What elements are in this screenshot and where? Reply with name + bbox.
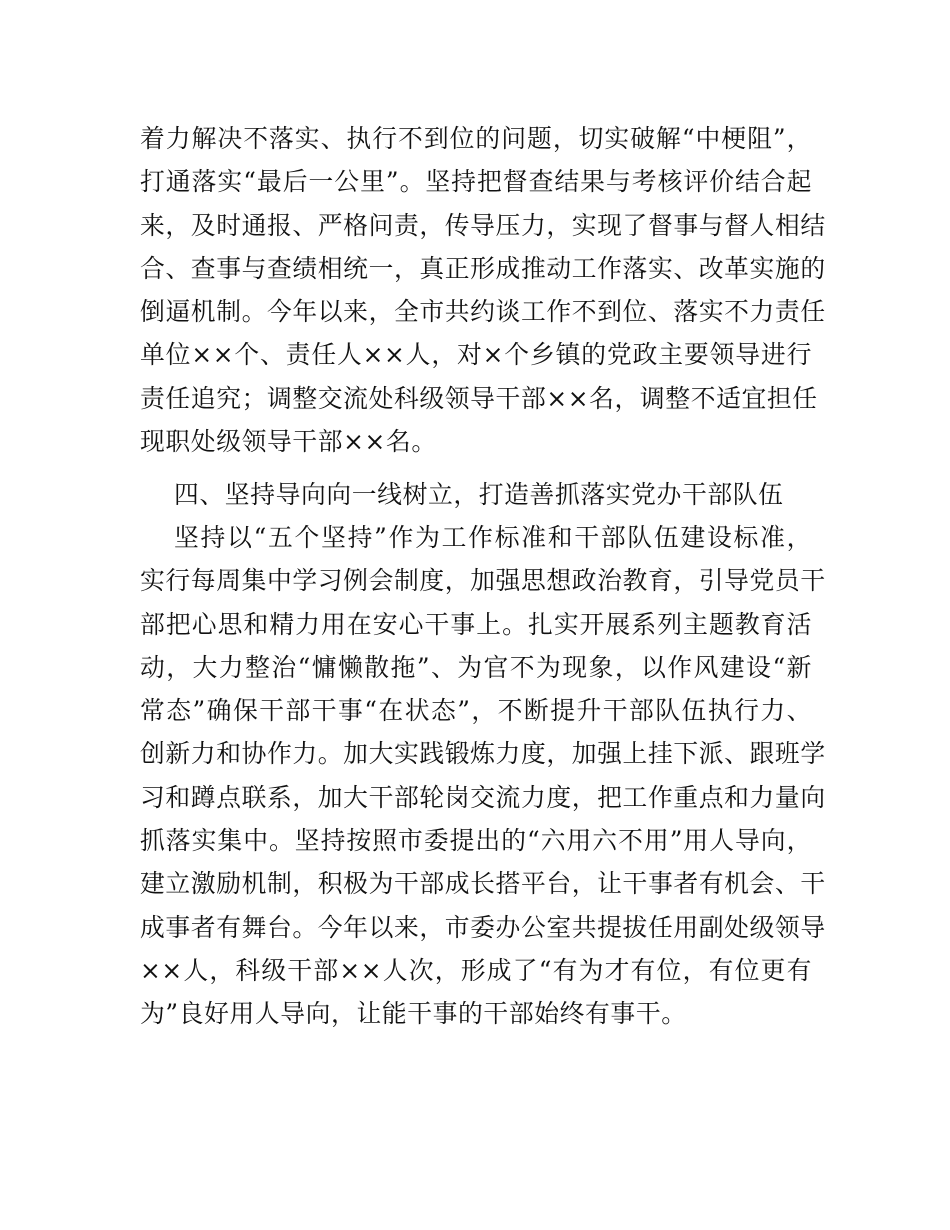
paragraph-line: 实行每周集中学习例会制度，加强思想政治教育，引导党员干	[140, 566, 826, 596]
paragraph-line: 常态”确保干部干事“在状态”，不断提升干部队伍执行力、	[140, 696, 812, 726]
paragraph-line: 为”良好用人导向，让能干事的干部始终有事干。	[140, 999, 687, 1029]
paragraph-line: 单位××个、责任人××人，对×个乡镇的党政主要领导进行	[140, 340, 812, 370]
paragraph-line: 创新力和协作力。加大实践锻炼力度，加强上挂下派、跟班学	[140, 739, 826, 769]
paragraph-line: 倒逼机制。今年以来，全市共约谈工作不到位、落实不力责任	[140, 297, 826, 327]
paragraph-line: 动，大力整治“慵懒散拖”、为官不为现象，以作风建设“新	[140, 652, 812, 682]
paragraph-cadre-team	[140, 516, 826, 1036]
paragraph-line: 合、查事与查绩相统一，真正形成推动工作落实、改革实施的	[140, 253, 826, 283]
paragraph-line: 打通落实“最后一公里”。坚持把督查结果与考核评价结合起	[140, 167, 812, 197]
paragraph-line: 抓落实集中。坚持按照市委提出的“六用六不用”用人导向，	[140, 826, 812, 856]
paragraph-line: 来，及时通报、严格问责，传导压力，实现了督事与督人相结	[140, 210, 826, 240]
paragraph-accountability	[140, 117, 826, 463]
paragraph-line: 着力解决不落实、执行不到位的问题，切实破解“中梗阻”，	[140, 124, 812, 153]
paragraph-line: 成事者有舞台。今年以来，市委办公室共提拔任用副处级领导	[140, 912, 826, 942]
paragraph-line: 习和蹲点联系，加大干部轮岗交流力度，把工作重点和力量向	[140, 782, 826, 812]
paragraph-line: ××人，科级干部××人次，形成了“有为才有位，有位更有	[140, 955, 812, 985]
paragraph-line: 现职处级领导干部××名。	[140, 427, 437, 457]
paragraph-line: 责任追究；调整交流处科级领导干部××名，调整不适宜担任	[140, 383, 818, 413]
paragraph-line: 建立激励机制，积极为干部成长搭平台，让干事者有机会、干	[140, 869, 826, 899]
section-heading-block	[140, 473, 812, 516]
paragraph-line: 部把心思和精力用在安心干事上。扎实开展系列主题教育活	[140, 609, 812, 639]
paragraph-line: 坚持以“五个坚持”作为工作标准和干部队伍建设标准，	[174, 523, 812, 552]
section-heading: 四、坚持导向向一线树立，打造善抓落实党办干部队伍	[174, 480, 784, 509]
